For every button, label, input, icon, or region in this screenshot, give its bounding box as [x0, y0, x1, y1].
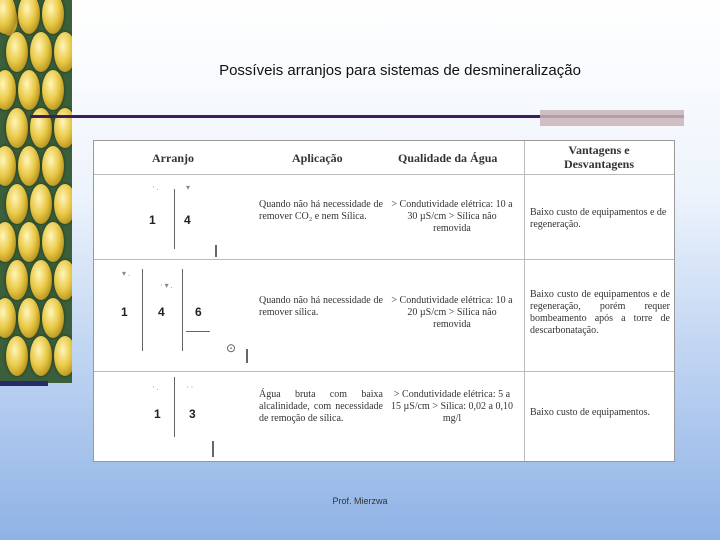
row3-aplicacao: Água bruta com baixa alcalinidade, com necessidade de remoção de sílica. [259, 389, 383, 424]
unit-number: 1 [149, 213, 156, 227]
corn-kernel-decoration [42, 70, 64, 110]
flow-marker: ▾ . [122, 269, 131, 278]
column-line [182, 269, 183, 351]
header-separator [94, 174, 674, 175]
decorative-corn-image [0, 0, 72, 383]
unit-number: 6 [195, 305, 202, 319]
pump-symbol: ⊙ [226, 341, 237, 355]
outlet-line [212, 441, 214, 457]
row3-qualidade: > Condutividade elétrica: 5 a 15 µS/cm > Sílica: 0,02 a 0,10 mg/l [391, 389, 513, 424]
corn-kernel-decoration [0, 298, 16, 338]
corn-kernel-decoration [6, 32, 28, 72]
corn-kernel-decoration [42, 222, 64, 262]
corn-kernel-decoration [6, 260, 28, 300]
flow-marker: · · [186, 383, 194, 392]
flow-marker: · . [152, 183, 159, 192]
corn-kernel-decoration [30, 108, 52, 148]
corn-kernel-decoration [54, 336, 72, 376]
outlet-line [215, 245, 217, 257]
corn-kernel-decoration [6, 108, 28, 148]
header-vantagens: Vantagens e Desvantagens [563, 143, 634, 171]
corn-kernel-decoration [30, 184, 52, 224]
corn-kernel-decoration [18, 222, 40, 262]
corn-kernel-decoration [54, 184, 72, 224]
row1-aplicacao: Quando não há necessidade de remover CO₂ e nem Sílica. [259, 199, 383, 222]
row2-aplicacao: Quando não há necessidade de remover sílica. [259, 295, 383, 318]
unit-number: 3 [189, 407, 196, 421]
outlet-line [246, 349, 248, 363]
flow-marker: · ▾ . [160, 281, 173, 290]
corn-kernel-decoration [18, 298, 40, 338]
row2-qualidade: > Condutividade elétrica: 10 a 20 µS/cm > Sílica não removida [391, 295, 513, 330]
corn-kernel-decoration [0, 222, 16, 262]
row1-qualidade: > Condutividade elétrica: 10 a 30 µS/cm > Sílica não removida [391, 199, 513, 234]
corn-kernel-decoration [0, 0, 16, 34]
corn-kernel-decoration [0, 146, 16, 186]
arrangements-table [93, 140, 675, 462]
unit-number: 4 [158, 305, 165, 319]
column-base [186, 331, 210, 332]
column-line [174, 377, 175, 437]
slide-title: Possíveis arranjos para sistemas de desmineralização [219, 62, 581, 79]
corn-kernel-decoration [42, 298, 64, 338]
corn-kernel-decoration [18, 0, 40, 34]
row2-vantagens: Baixo custo de equipamentos e de regeneração, porém requer bombeamento após a torre de descarbonatação. [530, 289, 670, 336]
footer-author: Prof. Mierzwa [332, 496, 388, 506]
corn-kernel-decoration [18, 70, 40, 110]
corn-kernel-decoration [6, 184, 28, 224]
header-aplicacao: Aplicação [292, 151, 343, 165]
corn-kernel-decoration [6, 336, 28, 376]
corn-kernel-decoration [54, 108, 72, 148]
corn-kernel-decoration [54, 260, 72, 300]
corn-kernel-decoration [30, 260, 52, 300]
row-separator-2 [94, 371, 674, 372]
column-separator [524, 141, 525, 461]
unit-number: 4 [184, 213, 191, 227]
row3-vantagens: Baixo custo de equipamentos. [530, 407, 650, 418]
corn-kernel-decoration [30, 32, 52, 72]
decorative-bar [0, 381, 48, 386]
unit-number: 1 [121, 305, 128, 319]
flow-marker: ▾ [186, 183, 191, 192]
corn-kernel-decoration [42, 0, 64, 34]
flow-marker: · . [152, 383, 159, 392]
decorative-accent-box [540, 110, 684, 126]
column-line [142, 269, 143, 351]
corn-kernel-decoration [18, 146, 40, 186]
corn-kernel-decoration [54, 32, 72, 72]
corn-kernel-decoration [0, 70, 16, 110]
row1-vantagens: Baixo custo de equipamentos e de regeneração. [530, 207, 667, 230]
row-separator-1 [94, 259, 674, 260]
unit-number: 1 [154, 407, 161, 421]
header-arranjo: Arranjo [152, 151, 194, 165]
header-qualidade: Qualidade da Água [398, 151, 498, 165]
corn-kernel-decoration [30, 336, 52, 376]
column-line [174, 189, 175, 249]
corn-kernel-decoration [42, 146, 64, 186]
